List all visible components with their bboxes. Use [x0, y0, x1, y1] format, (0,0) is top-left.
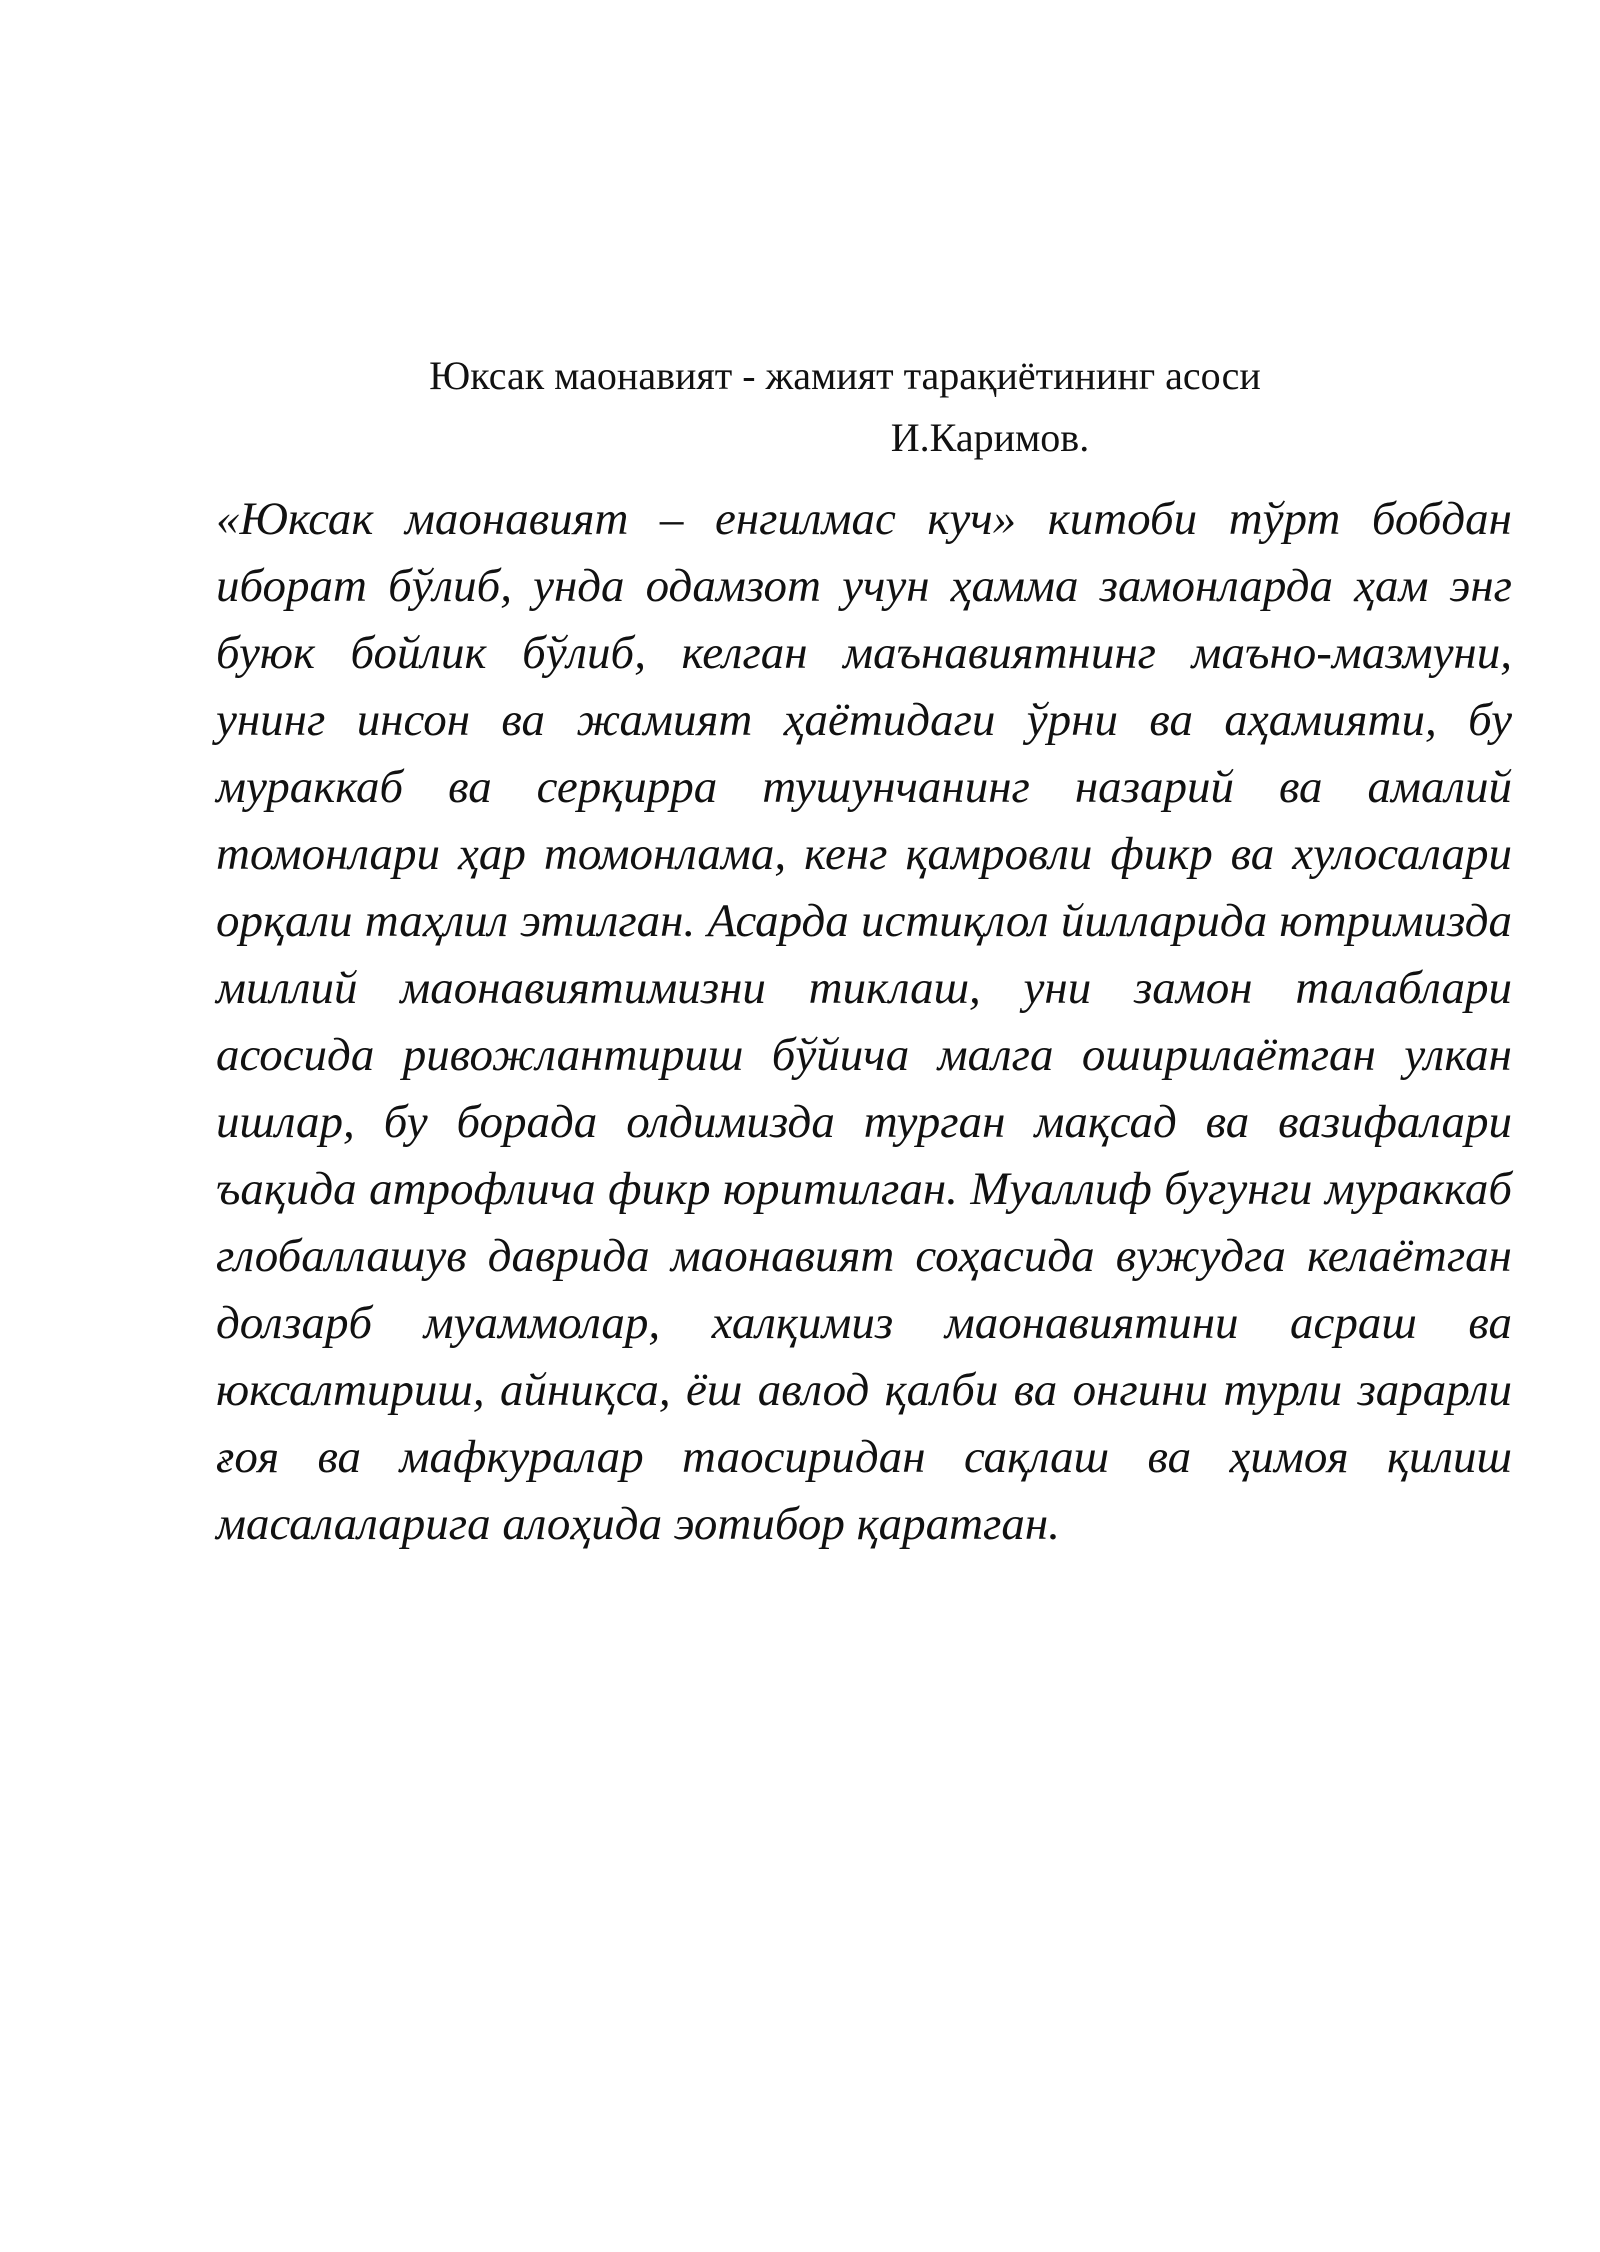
document-title: Юксак маонавият - жамият тарақиётининг асоси: [429, 353, 1261, 398]
document-author: И.Каримов.: [890, 415, 1090, 460]
document-paragraph: «Юксак маонавият – енгилмас куч» китоби тўрт бобдан иборат бўлиб, унда одамзот учун ҳамма замонларда ҳам энг буюк бойлик бўлиб, келган маънавиятнинг маъно-мазмуни, унинг инсон ва жамият ҳаётидаги ўрни ва аҳамияти, бу мураккаб ва серқирра тушунчанинг назарий ва амалий томонлари ҳар томонлама, кенг қамровли фикр ва хулосалари орқали таҳлил этилган. Асарда истиқлол йилларида ютримизда миллий маонавиятимизни тиклаш, уни замон талаблари асосида ривожлантириш бўйича малга оширилаётган улкан ишлар, бу борада олдимизда турган мақсад ва вазифалари ъақида атрофлича фикр юритилган. Муаллиф бугунги мураккаб глобаллашув даврида маонавият соҳасида вужудга келаётган долзарб муаммолар, халқимиз маонавиятини асраш ва юксалтириш, айниқса, ёш авлод қалби ва онгини турли зарарли ғоя ва мафкуралар таосиридан сақлаш ва ҳимоя қилиш масалаларига алоҳида эотибор қаратган.: [216, 493, 1512, 1550]
